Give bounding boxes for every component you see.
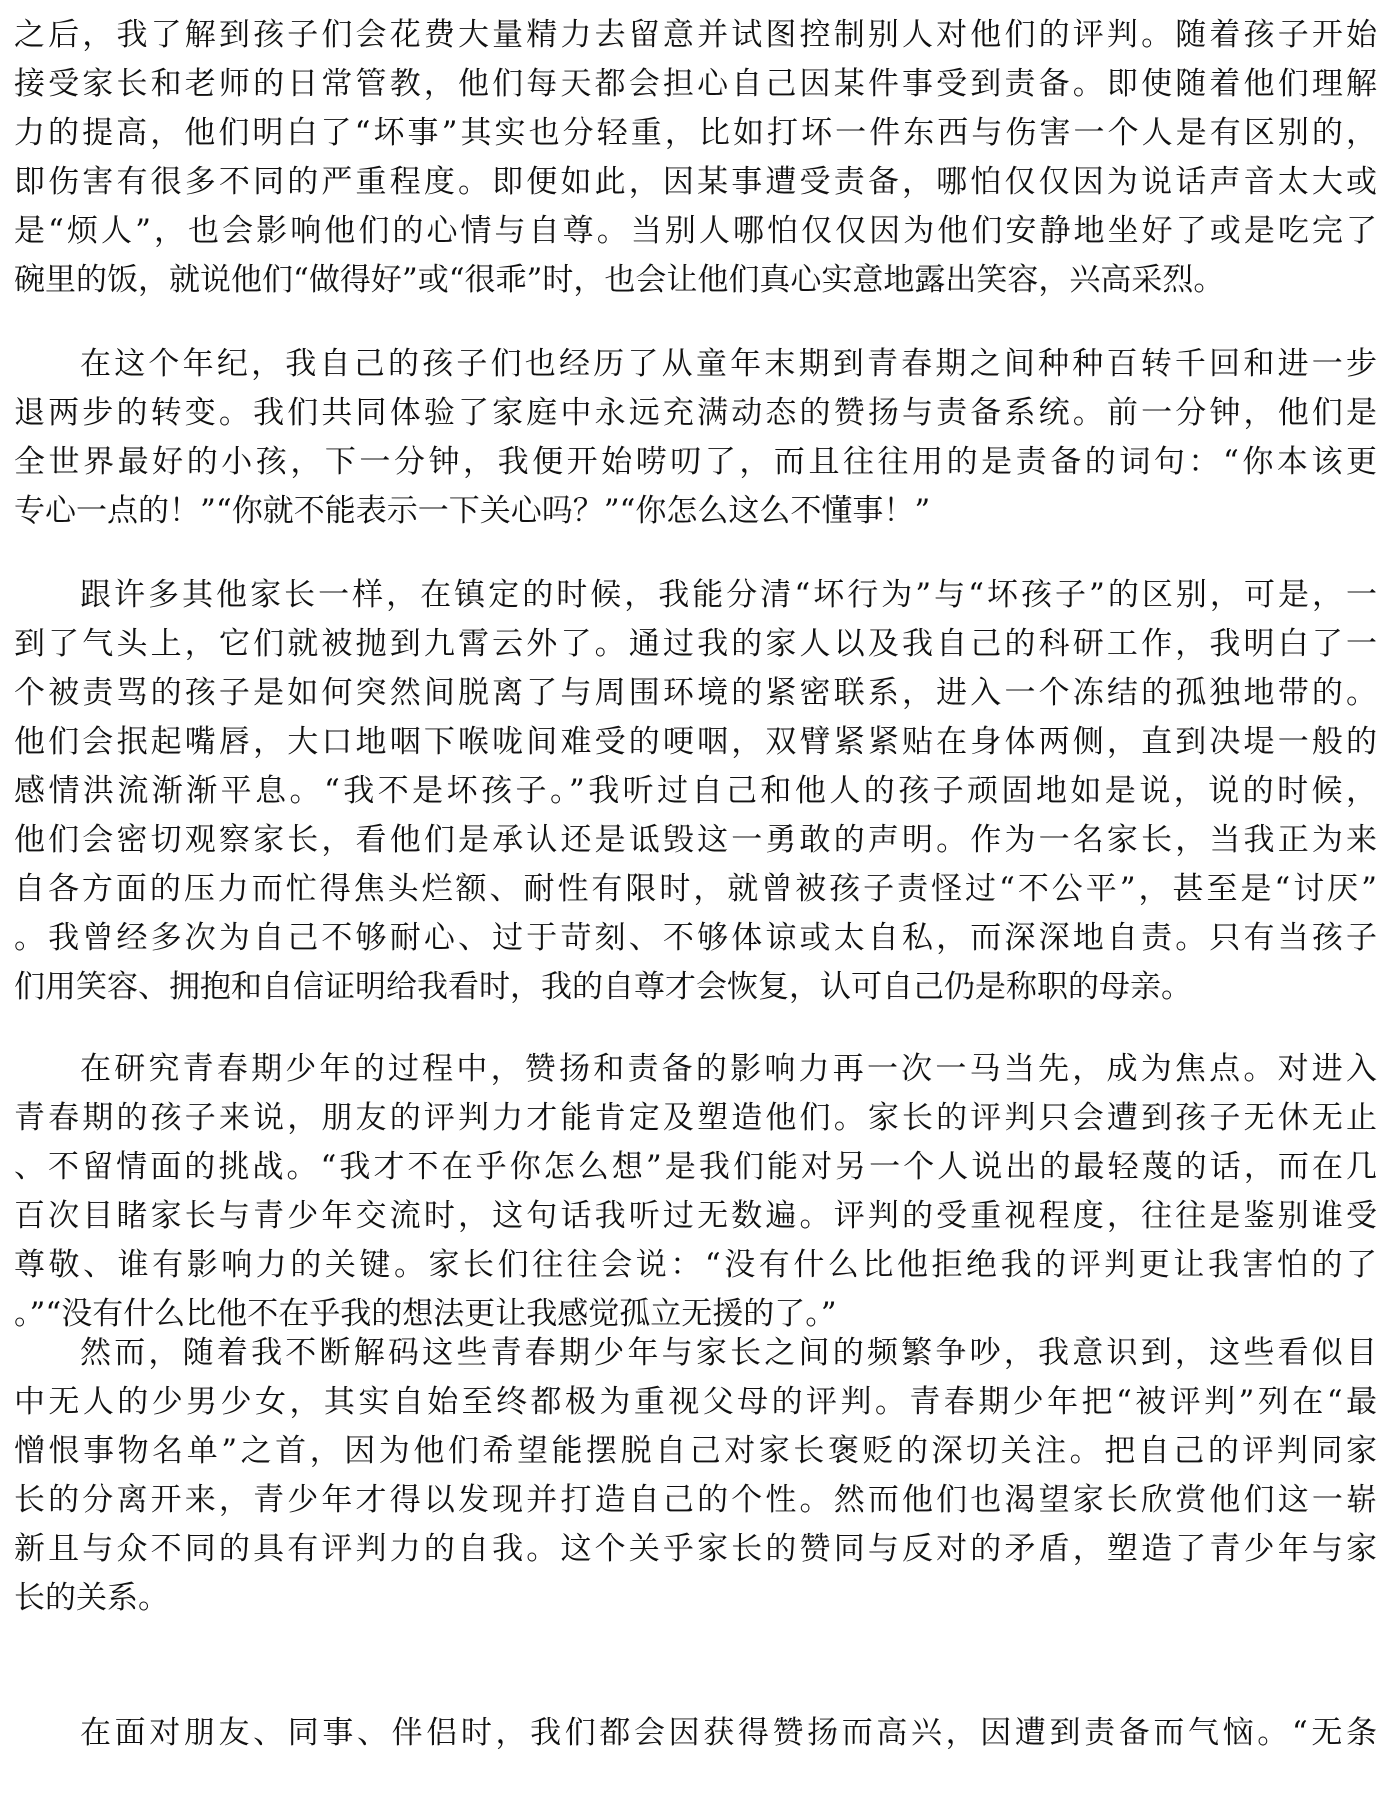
paragraph-1 — [14, 11, 1377, 305]
text-line: 力的提高，他们明白了“坏事”其实也分轻重，比如打坏一件东西与伤害一个人是有区别的， — [14, 115, 1377, 151]
text-line: 即伤害有很多不同的严重程度。即便如此，因某事遭受责备，哪怕仅仅因为说话声音太大或 — [14, 164, 1377, 200]
text-line: 中无人的少男少女，其实自始至终都极为重视父母的评判。青春期少年把“被评判”列在“最 — [14, 1384, 1377, 1420]
text-line: 退两步的转变。我们共同体验了家庭中永远充满动态的赞扬与责备系统。前一分钟，他们是 — [14, 395, 1377, 431]
text-line: 自各方面的压力而忙得焦头烂额、耐性有限时，就曾被孩子责怪过“不公平”，甚至是“讨厌” — [14, 871, 1377, 907]
text-line: 接受家长和老师的日常管教，他们每天都会担心自己因某件事受到责备。即使随着他们理解 — [14, 66, 1377, 102]
text-line: 感情洪流渐渐平息。“我不是坏孩子。”我听过自己和他人的孩子顽固地如是说，说的时候， — [14, 773, 1377, 809]
text-line: 之后，我了解到孩子们会花费大量精力去留意并试图控制别人对他们的评判。随着孩子开始 — [14, 17, 1377, 53]
paragraph-5 — [14, 1329, 1377, 1623]
text-line: 在研究青春期少年的过程中，赞扬和责备的影响力再一次一马当先，成为焦点。对进入 — [80, 1051, 1377, 1087]
text-line: 长的关系。 — [14, 1580, 169, 1616]
text-line: 个被责骂的孩子是如何突然间脱离了与周围环境的紧密联系，进入一个冻结的孤独地带的。 — [14, 675, 1377, 711]
text-line: 、不留情面的挑战。“我才不在乎你怎么想”是我们能对另一个人说出的最轻蔑的话，而在几 — [14, 1149, 1377, 1185]
text-line: 新且与众不同的具有评判力的自我。这个关乎家长的赞同与反对的矛盾，塑造了青少年与家 — [14, 1531, 1377, 1567]
text-line: 跟许多其他家长一样，在镇定的时候，我能分清“坏行为”与“坏孩子”的区别，可是，一 — [80, 577, 1377, 613]
text-line: 百次目睹家长与青少年交流时，这句话我听过无数遍。评判的受重视程度，往往是鉴别谁受 — [14, 1198, 1377, 1234]
text-line: 长的分离开来，青少年才得以发现并打造自己的个性。然而他们也渴望家长欣赏他们这一崭 — [14, 1482, 1377, 1518]
paragraph-3 — [14, 571, 1377, 1012]
text-line: 青春期的孩子来说，朋友的评判力才能肯定及塑造他们。家长的评判只会遭到孩子无休无止 — [14, 1100, 1377, 1136]
text-line: 是“烦人”，也会影响他们的心情与自尊。当别人哪怕仅仅因为他们安静地坐好了或是吃完了 — [14, 213, 1377, 249]
text-line: 全世界最好的小孩，下一分钟，我便开始唠叨了，而且往往用的是责备的词句：“你本该更 — [14, 444, 1377, 480]
text-line: 他们会抿起嘴唇，大口地咽下喉咙间难受的哽咽，双臂紧紧贴在身体两侧，直到决堤一般的 — [14, 724, 1377, 760]
text-line: 碗里的饭，就说他们“做得好”或“很乖”时，也会让他们真心实意地露出笑容，兴高采烈。 — [14, 262, 1225, 298]
text-line: 在面对朋友、同事、伴侣时，我们都会因获得赞扬而高兴，因遭到责备而气恼。“无条 — [80, 1715, 1377, 1751]
paragraph-2 — [14, 340, 1377, 536]
text-line: 。我曾经多次为自己不够耐心、过于苛刻、不够体谅或太自私，而深深地自责。只有当孩子 — [14, 920, 1377, 956]
text-line: 憎恨事物名单”之首，因为他们希望能摆脱自己对家长褒贬的深切关注。把自己的评判同家 — [14, 1433, 1377, 1469]
text-line: 他们会密切观察家长，看他们是承认还是诋毁这一勇敢的声明。作为一名家长，当我正为来 — [14, 822, 1377, 858]
paragraph-6 — [14, 1709, 1377, 1758]
text-line: 在这个年纪，我自己的孩子们也经历了从童年末期到青春期之间种种百转千回和进一步 — [80, 346, 1377, 382]
text-line: 专心一点的！”“你就不能表示一下关心吗？”“你怎么这么不懂事！” — [14, 493, 931, 529]
paragraph-4 — [14, 1045, 1377, 1339]
text-line: 尊敬、谁有影响力的关键。家长们往往会说：“没有什么比他拒绝我的评判更让我害怕的了 — [14, 1247, 1377, 1283]
text-line: 到了气头上，它们就被抛到九霄云外了。通过我的家人以及我自己的科研工作，我明白了一 — [14, 626, 1377, 662]
text-line: 们用笑容、拥抱和自信证明给我看时，我的自尊才会恢复，认可自己仍是称职的母亲。 — [14, 969, 1192, 1005]
text-line: 。”“没有什么比他不在乎我的想法更让我感觉孤立无援的了。” — [14, 1296, 837, 1332]
text-line: 然而，随着我不断解码这些青春期少年与家长之间的频繁争吵，我意识到，这些看似目 — [80, 1335, 1377, 1371]
